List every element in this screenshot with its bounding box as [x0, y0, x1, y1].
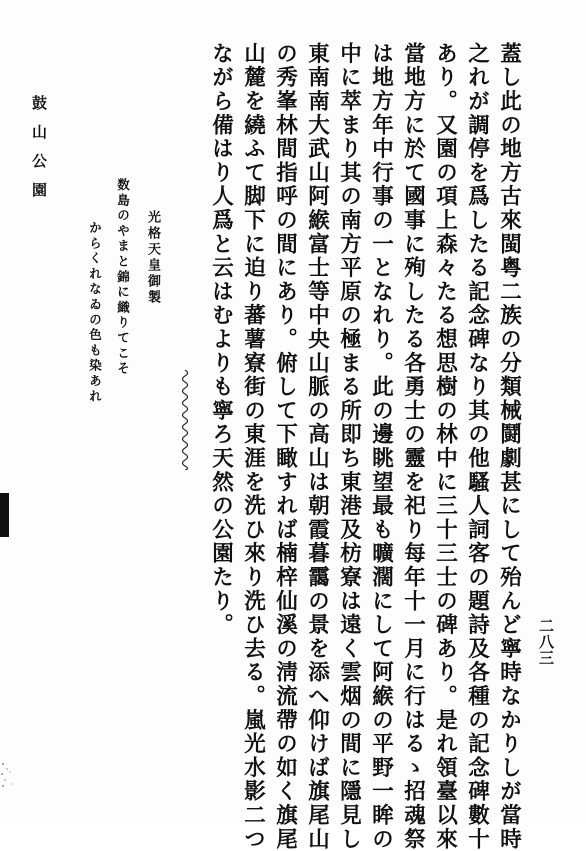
body-column: 之れが調停を爲したる記念碑なり其の他騷人詞客の題詩及各種の記念碑數十 [464, 42, 490, 851]
body-column: ながら備はり人爲と云はむよりも寧ろ天然の公園たり。 [208, 42, 234, 637]
body-column: の秀峯林間指呼の間にあり。俯して下瞰すれば楠梓仙溪の淸流帶の如く旗尾 [272, 42, 298, 851]
body-column: 蓋し此の地方古來閩粤二族の分類械鬪劇甚にして殆んど寧時なかりしが當時 [496, 42, 522, 851]
body-column: 當地方に於て國事に殉したる各勇士の靈を祀り每年十一月に行はるゝ招魂祭 [400, 42, 426, 851]
scan-edge-mark [0, 493, 9, 537]
poem-line: 数島のやまと錦に織りてこそ [115, 178, 131, 377]
body-column: あり。又園の項上森々たる想思樹の林中に三十三士の碑あり。是れ領臺以來 [432, 42, 458, 851]
body-column: 山麓を繞ふて脚下に迫り蕃薯寮街の東涯を洗ひ來り洗ひ去る。嵐光水影二つ [240, 42, 266, 851]
page-header: 鼓山公園 [30, 95, 48, 211]
scan-speckle [0, 760, 20, 790]
body-column: は地方年中行事の一となれり。此の邊眺望最も曠濶にして阿緱の平野一眸の [368, 42, 394, 851]
poem-title: 光格天皇御製 [145, 210, 160, 306]
wavy-divider [178, 370, 192, 470]
body-column: 東南南大武山阿緱富士等中央山脈の高山は朝霞暮靄の景を添へ仰けば旗尾山 [304, 42, 330, 851]
poem-line: からくれなゐの色も染あれ [87, 221, 103, 405]
body-column: 中に萃まり其の南方平原の極まる所即ち東港及枋寮は遠く雲烟の間に隱見し [336, 42, 362, 851]
page-number: 二八三 [537, 618, 555, 666]
